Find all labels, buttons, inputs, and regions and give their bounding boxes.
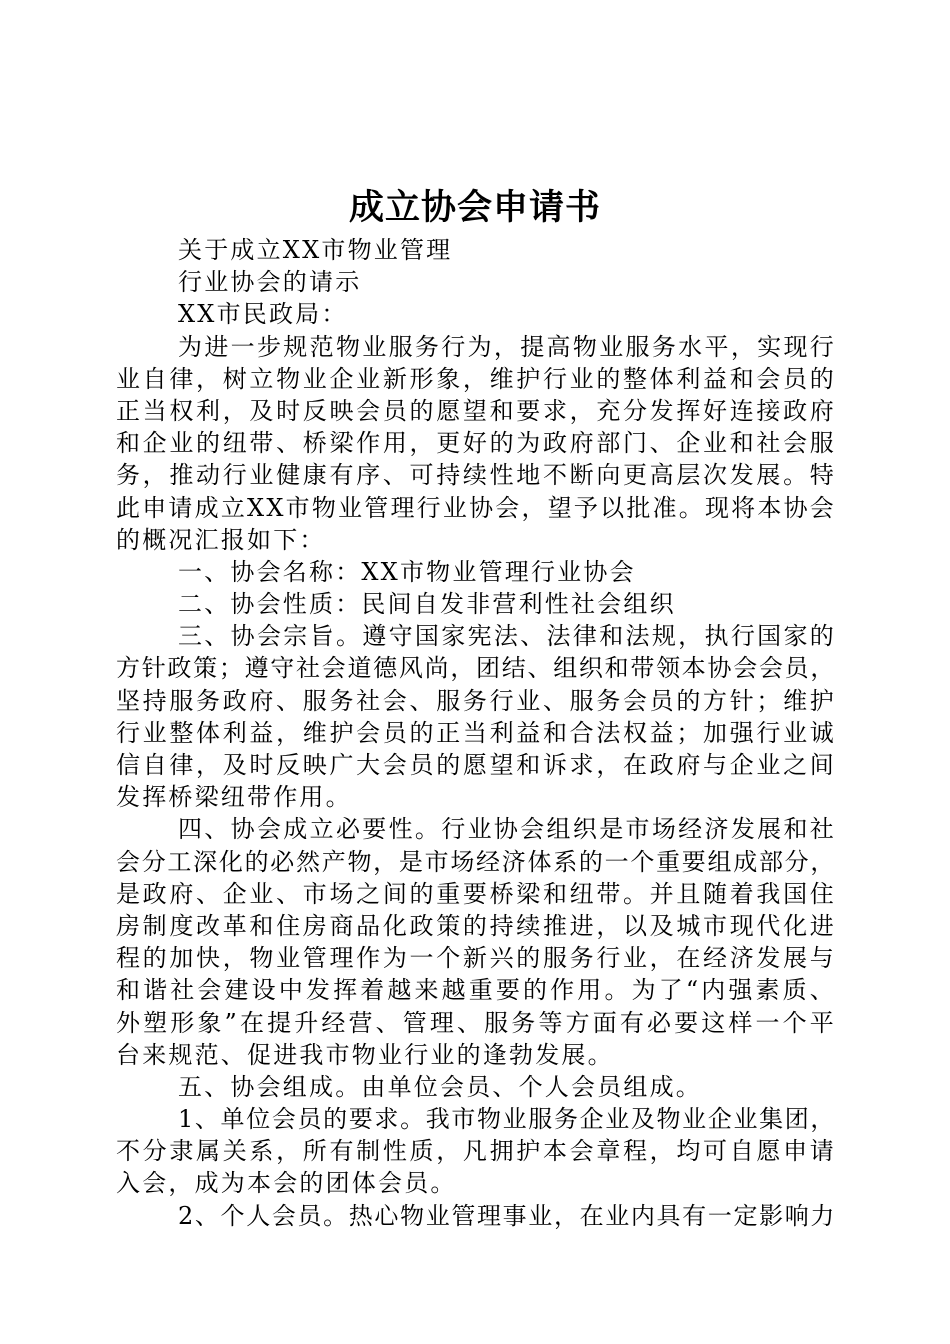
paragraph-line: 发挥桥梁纽带作用。 bbox=[116, 783, 352, 812]
paragraph-line: 是政府、企业、市场之间的重要桥梁和纽带。并且随着我国住 bbox=[116, 879, 836, 908]
subject-line-1: 关于成立XX市物业管理 bbox=[178, 236, 453, 264]
paragraph-line: 和企业的纽带、桥梁作用，更好的为政府部门、企业和社会服 bbox=[116, 429, 836, 458]
paragraph-line: 此申请成立XX市物业管理行业协会，望予以批准。现将本协会 bbox=[116, 493, 836, 522]
paragraph-line: 为进一步规范物业服务行为，提高物业服务水平，实现行 bbox=[178, 332, 836, 361]
paragraph-line: 信自律，及时反映广大会员的愿望和诉求，在政府与企业之间 bbox=[116, 751, 836, 779]
paragraph-line: 不分隶属关系，所有制性质，凡拥护本会章程，均可自愿申请 bbox=[116, 1137, 836, 1166]
paragraph-line: 业自律，树立物业企业新形象，维护行业的整体利益和会员的 bbox=[116, 364, 836, 393]
paragraph-line: 正当权利，及时反映会员的愿望和要求，充分发挥好连接政府 bbox=[116, 396, 836, 425]
paragraph-line: 外塑形象”在提升经营、管理、服务等方面有必要这样一个平 bbox=[116, 1008, 836, 1037]
paragraph-line: 程的加快，物业管理作为一个新兴的服务行业，在经济发展与 bbox=[116, 944, 836, 973]
paragraph-line: 坚持服务政府、服务社会、服务行业、服务会员的方针；维护 bbox=[116, 686, 836, 715]
paragraph-line: 2、个人会员。热心物业管理事业，在业内具有一定影响力 bbox=[178, 1201, 836, 1230]
paragraph-line: 房制度改革和住房商品化政策的持续推进，以及城市现代化进 bbox=[116, 911, 836, 940]
paragraph-line: 入会，成为本会的团体会员。 bbox=[116, 1169, 457, 1198]
paragraph-line: 1、单位会员的要求。我市物业服务企业及物业企业集团， bbox=[178, 1105, 836, 1134]
section-5-composition: 五、协会组成。由单位会员、个人会员组成。 bbox=[178, 1072, 702, 1101]
addressee: XX市民政局： bbox=[178, 300, 348, 329]
section-2-nature: 二、协会性质：民间自发非营利性社会组织 bbox=[178, 590, 676, 619]
paragraph-line: 台来规范、促进我市物业行业的逢勃发展。 bbox=[116, 1040, 614, 1069]
paragraph-line: 行业整体利益，维护会员的正当利益和合法权益；加强行业诚 bbox=[116, 718, 836, 747]
paragraph-line: 和谐社会建设中发挥着越来越重要的作用。为了“内强素质、 bbox=[116, 976, 836, 1005]
section-1-name: 一、协会名称：XX市物业管理行业协会 bbox=[178, 557, 636, 586]
document-body bbox=[116, 234, 836, 1232]
paragraph-line: 方针政策；遵守社会道德风尚，团结、组织和带领本协会会员， bbox=[116, 654, 836, 683]
paragraph-line: 务，推动行业健康有序、可持续性地不断向更高层次发展。特 bbox=[116, 461, 836, 490]
paragraph-line: 四、协会成立必要性。行业协会组织是市场经济发展和社 bbox=[178, 815, 836, 844]
paragraph-line: 三、协会宗旨。遵守国家宪法、法律和法规，执行国家的 bbox=[178, 622, 836, 651]
subject-line-2: 行业协会的请示 bbox=[178, 268, 362, 297]
document-title: 成立协会申请书 bbox=[348, 187, 601, 228]
paragraph-line: 会分工深化的必然产物，是市场经济体系的一个重要组成部分， bbox=[116, 847, 836, 876]
paragraph-line: 的概况汇报如下： bbox=[116, 525, 326, 554]
